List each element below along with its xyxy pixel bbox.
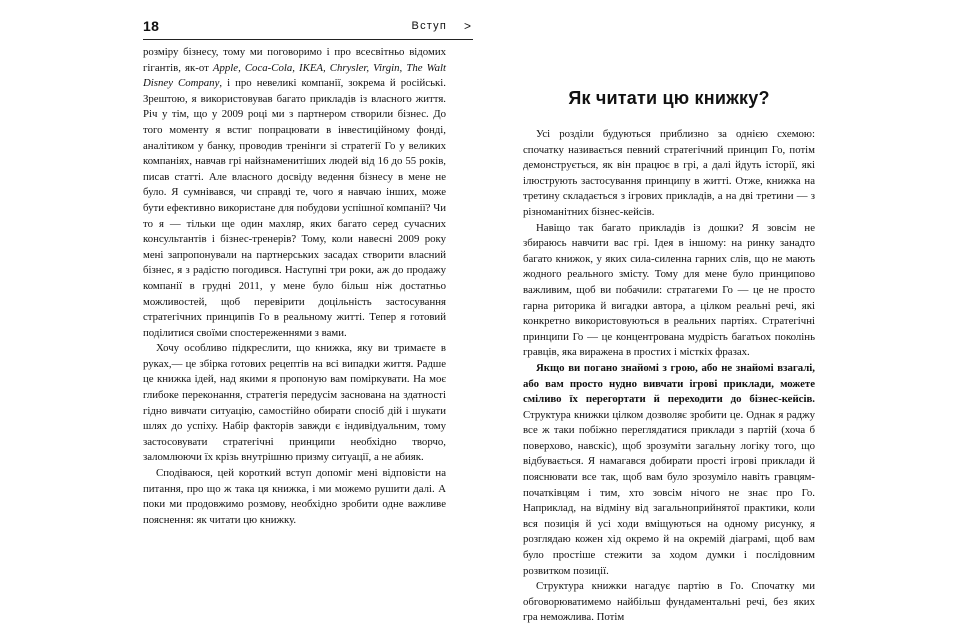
body-paragraph: розміру бізнесу, тому ми поговоримо і про всесвітньо відомих гігантів, як-от Apple, Coca-Cola, IKEA, Chrysler, Virgin, The Walt Disney Company, і про невеликі компанії, зокрема й російські. Зрештою, я використовував багато прикладів із власного життя. Річ у тім, що у 2009 році ми з партнером створили бізнес. До того моменту я встиг попрацювати в інвестиційному фонді, аналітиком у банку, проводив тренінги зі стратегії Го у великих компаніях, навчав грі найзнаменитіших людей від 16 до 55 років, писав статті. Але власного досвіду ведення бізнесу в мене не було. Я сумнівався, чи справді те, чого я навчаю інших, може бути ефективно використане для побудови успішної компанії? Чи то я — тільки ще один махляр, яких багато серед сучасних консультантів і бізнес-тренерів? Тому, коли навесні 2009 року мені запропонували на партнерських засадах створити власний бізнес, я з радістю погодився. Наступні три роки, аж до продажу компанії в грудні 2011, у мене було більш ніж достатньо можливостей, щоб перевірити доцільність застосування стратегічних принципів Го в реальному житті. Тепер я готовий поділитися своїми спостереженнями з вами. (143, 46, 447, 339)
right-page (485, 0, 970, 624)
chapter-title: Як читати цю книжку? (568, 88, 770, 108)
page-number: 18 (143, 18, 160, 34)
body-paragraph: Навіщо так багато прикладів із дошки? Я зовсім не збираюсь навчити вас грі. Ідея в іншому: на ринку занадто багато книжок, у яких сила-силенна гарних слів, що не мають жодного реального змісту. Тому для мене було принципово важливим, щоб ви побачили: стратагеми Го — це не просто гарна риторика й вигадки автора, а цілком реальні речі, які конкретно використовуються в реальних партіях. Стратегічні принципи Го — це концентрована мудрість багатьох поколінь гравців, яка виражена в простих і місткіх фразах. (523, 221, 815, 359)
right-body-text (523, 127, 815, 626)
section-name: Вступ (411, 20, 447, 32)
body-paragraph: Якщо ви погано знайомі з грою, або не знайомі взагалі, або вам просто нудно вивчати ігрові приклади, можете сміливо їх перегортати й переходити до бізнес-кейсів. Структура книжки цілком дозволяє зробити це. Однак я раджу все ж таки побіжно переглядатися приклади з партій (хоча б поверхово, навскіс), щоб зрозуміти загальну логіку того, що відбувається. Я намагався добирати прості ігрові приклади й пояснювати все так, щоб вам було зрозуміло навіть гравцям-початківцям і тим, хто зовсім нічого не знає про Го. Наприклад, на відміну від загальноприйнятої практики, коли вся позиція й усі ходи вміщуються на одному рисунку, я розглядаю кожен хід окремо й на окремій діаграмі, щоб вам було простіше стежити за ходом думки і послідовним розвитком позиції. (523, 361, 815, 577)
header-rule (143, 39, 473, 40)
chevron-right-icon: > (463, 19, 471, 33)
left-page (0, 0, 485, 526)
body-paragraph: Сподіваюся, цей короткий вступ допоміг мені відповісти на питання, про що ж така ця книжка, і ми можемо рушити далі. А поки ми продовжимо розмову, необхідно зробити одне важливе пояснення: як читати цю книжку. (143, 467, 446, 526)
italic-text: Apple, Coca-Cola, IKEA, Chrysler, Virgin, The Walt Disney Company (143, 61, 447, 90)
left-body-text (143, 45, 446, 528)
body-paragraph: Хочу особливо підкреслити, що книжка, яку ви тримаєте в руках,— це збірка готових рецептів на всі випадки життя. Радше це книжка ідей, над якими я пропоную вам поміркувати. На моє глибоке переконання, стратегія передусім заснована на здатності гідно вивчати ситуацію, самостійно обирати спосіб дій і шукати шлях до успіху. Набір факторів завжди є індивідуальним, тому застосовувати стратегічні принципи необхідно творчо, заломлюючи їх крізь внутрішню призму ситуації, а не абияк. (143, 342, 446, 464)
body-paragraph: Усі розділи будуються приблизно за однією схемою: спочатку називається певний стратегічний принцип Го, потім демонструється, як він працює в грі, а далі йдуть історії, які ілюструють застосування принципу в житті. Отже, книжка на третину складається з ігрових прикладів, а на дві третини — з різноманітних бізнес-кейсів. (523, 128, 815, 218)
body-paragraph: Структура книжки нагадує партію в Го. Спочатку ми обговорюватимемо найбільш фундаментальні речі, без яких гра неможлива. Потім (523, 580, 815, 624)
bold-text: Якщо ви погано знайомі з грою, або не знайомі взагалі, або вам просто нудно вивчати ігрові приклади, можете сміливо їх перегортати й переходити до бізнес-кейсів. (523, 361, 815, 406)
running-head (143, 18, 473, 42)
